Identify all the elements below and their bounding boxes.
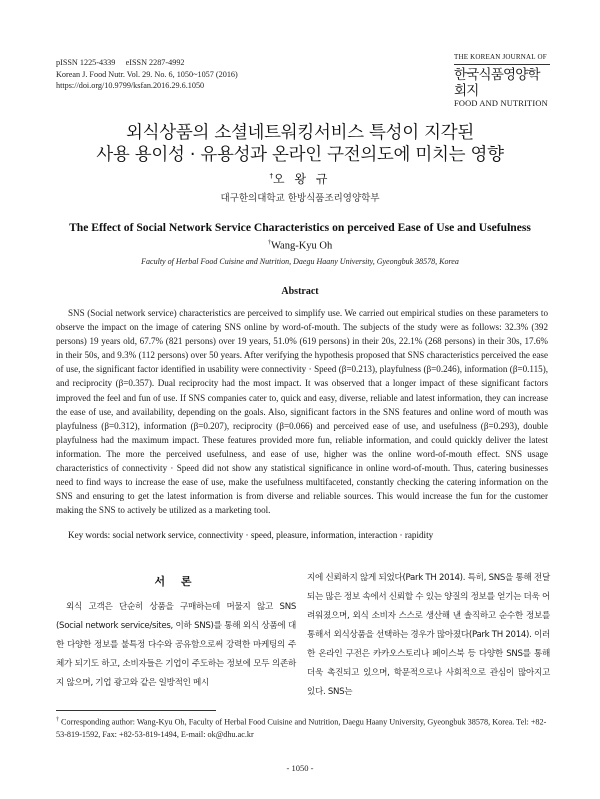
journal-rule bbox=[454, 64, 550, 65]
citation-line: Korean J. Food Nutr. Vol. 29. No. 6, 1050~1057 (2016) bbox=[56, 69, 238, 79]
english-title: The Effect of Social Network Service Characteristics on perceived Ease of Use and Usefulness bbox=[69, 221, 531, 234]
journal-name-top: THE KOREAN JOURNAL OF bbox=[454, 53, 547, 61]
author-mark: † bbox=[267, 239, 271, 246]
body-column-right: 지에 신뢰하지 않게 되었다(Park TH 2014). 특히, SNS을 통해 전달되는 많은 정보 속에서 신뢰할 수 있는 양질의 정보를 얻기는 더욱 어려워졌으며, 외식 소비자 스스로 생산해 낸 솔직하고 순수한 정보를 통해서 외식상품을 선택하는 경우가 많아졌다(Park TH 2014). 이러한 온라인 구전은 카카오스토리나 페이스북 등 다양한 SNS를 통해 더욱 촉진되고 있으며, 학문적으로나 사회적으로 관심이 많아지고 있다. SNS는 bbox=[307, 573, 550, 697]
journal-name-korean: 한국식품영양학회지 bbox=[454, 67, 540, 99]
korean-affiliation: 대구한의대학교 한방식품조리영양학부 bbox=[220, 193, 380, 204]
page-number: - 1050 - bbox=[286, 763, 314, 773]
korean-title-line-1: 외식상품의 소셜네트워킹서비스 특성이 지각된 bbox=[126, 123, 474, 143]
doi-link[interactable]: https://doi.org/10.9799/ksfan.2016.29.6.1050 bbox=[56, 81, 205, 90]
korean-author bbox=[0, 170, 600, 187]
korean-author-name: 오 왕 규 bbox=[273, 172, 331, 186]
english-author bbox=[0, 239, 600, 252]
issn-line: pISSN 1225-4339 eISSN 2287-4992 bbox=[56, 58, 185, 67]
footnote bbox=[56, 714, 550, 741]
journal-name-bottom: FOOD AND NUTRITION bbox=[454, 99, 548, 108]
journal-logo bbox=[454, 53, 550, 109]
abstract-text: SNS (Social network service) characteristics are perceived to simplify use. We carried out empirical studies on these parameters to observe the impact on the image of catering SNS online by word-of-mouth. The subjects of the study were as follows: 32.3% (392 persons) 19 years old, 67.7% (821 persons) over 19 years, 51.0% (619 persons) in their 20s, 22.1% (268 persons) in their 30s, 17.6% in their 50s, and 9.3% (112 persons) over 50 years. After verifying the hypothesis proposed that SNS characteristics perceived the ease of use, the significant factor identified in usability were connectivity · Speed (β=0.213), playfulness (β=0.246), information (β=0.115), and reciprocity (β=0.357). Dual reciprocity had the most impact. It was observed that a longer impact of these significant factors improved the feel and fun of use. If SNS companies cater to, quick and easy, diverse, reliable and latest information, they can increase the ease of use, and availability, depending on the goals. Also, significant factors in the SNS features and online word of mouth was playfulness (β=0.312), information (β=0.207), reciprocity (β=0.066) and perceived ease of use, and usefulness (β=0.293), double playfulness had the maximum impact. These features provided more fun, reliable information, and could quickly deliver the latest information. The more the perceived usefulness, and ease of use, higher was the online word-of-mouth effect. SNS usage characteristics of connectivity · Speed did not show any statistical significance in online word-of-mouth. Thus, catering businesses need to find ways to increase the ease of use, make the usefulness multifaceted, constantly checking the catering information on the SNS and ensuring to get the latest information is from diverse and reliable sources. This would increase the fun for the customer making the SNS to actively be utilized as a marketing tool. bbox=[56, 308, 548, 516]
footnote-divider bbox=[56, 710, 216, 711]
abstract-heading: Abstract bbox=[281, 286, 319, 297]
author-mark: † bbox=[269, 172, 274, 180]
body-column-left: 외식 고객은 단순히 상품을 구매하는데 머물지 않고 SNS (Social network service/sites, 이하 SNS)를 통해 외식 상품에 대한 다양한 정보를 불특정 다수와 공유함으로써 강력한 마케팅의 주체가 되기도 하고, 소비자들은 기업이 주도하는 정보에 모두 의존하지 않으며, 기업 광고와 같은 일방적인 메시 bbox=[56, 602, 296, 688]
english-affiliation: Faculty of Herbal Food Cuisine and Nutrition, Daegu Haany University, Gyeongbuk 38578, Korea bbox=[141, 257, 459, 266]
footnote-text: Corresponding author: Wang-Kyu Oh, Faculty of Herbal Food Cuisine and Nutrition, Daegu Haany University, Gyeongbuk 38578, Korea. Tel: +82-53-819-1592, Fax: +82-53-819-1494, E-mail: ok@dhu.ac.kr bbox=[56, 717, 547, 739]
article-meta bbox=[56, 57, 238, 92]
footnote-mark: † bbox=[56, 717, 59, 723]
english-author-name: Wang-Kyu Oh bbox=[270, 240, 333, 252]
section-heading-introduction: 서 론 bbox=[154, 575, 198, 588]
korean-title-line-2: 사용 용이성 · 유용성과 온라인 구전의도에 미치는 영향 bbox=[96, 145, 504, 165]
keywords: Key words: social network service, connectivity · speed, pleasure, information, interaction · rapidity bbox=[68, 530, 434, 540]
